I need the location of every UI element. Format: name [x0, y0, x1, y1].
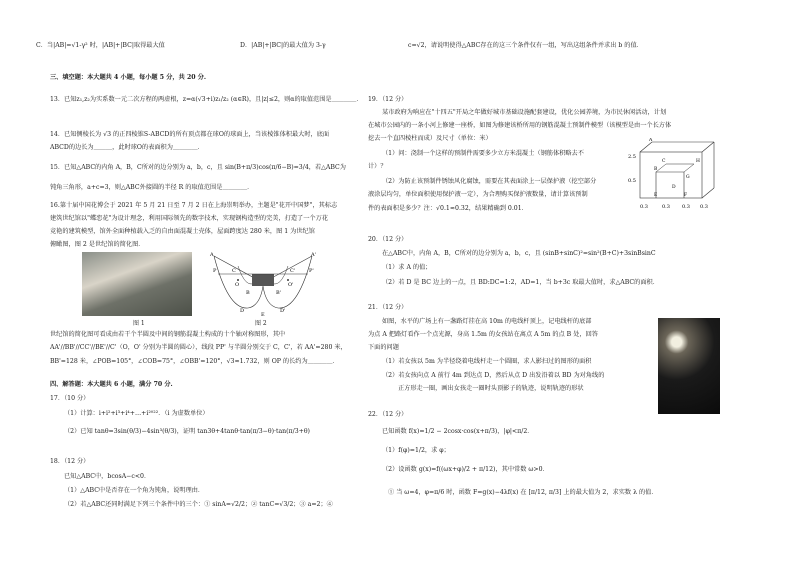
question-19-line1: 某市政府为响应在"十四五"开局之年做好城市基础设施配套建设，优化公园养境，为市民休闲活动，计划 [382, 109, 667, 116]
option-d: D．|AB|+|BC|的最大值为 3-γ [240, 42, 326, 49]
fig2-label: C' [290, 268, 296, 274]
vertex-label: D [672, 185, 676, 190]
question-21-part2: （2）若女孩向点 A 前行 4m 到达点 D，然后从点 D 出发沿着以 BD 为对角线的 [382, 372, 605, 379]
question-19-part1: （1）问：浇制一个这样的预制件需要多少立方米混凝土（钢筋体积略去不 [382, 150, 584, 157]
question-15-line1: 15．已知△ABC的内角 A，B，C所对的边分别为 a，b，c，且 sin(B+π/3)cos(π/6−B)=3/4，若△ABC为 [50, 164, 346, 171]
question-21-part2-cont: 正方形走一圈，画出女孩走一圈时头顶影子的轨迹，说明轨迹的形状 [398, 385, 584, 392]
question-16-line2: 建筑世纪馆以"蝶恋花"为设计理念，利用国际领先的数字技术，实现钢构造型的完美，打造了一个万花 [50, 215, 328, 222]
question-19-part2-note: 件的表面积是多少？注：√0.1≈0.32，结果精确到 0.01． [368, 205, 528, 212]
question-22-part2-sub1: ① 当 ω=4，φ=π/6 时，函数 F=g(x)−4λf(x) 在 [π/12, π/3] 上的最大值为 2，求实数 λ 的值． [388, 489, 658, 496]
dimension-label: 0.3 [700, 204, 708, 210]
fig2-label: D [240, 308, 245, 314]
section-fill-blank: 三、填空题：本大题共 4 小题，每小题 5 分，共 20 分. [50, 74, 207, 81]
question-22-part1: （1）f(φ)=1/2，求 φ； [382, 447, 450, 454]
question-22-part2: （2）设函数 g(x)=f((ωx+φ)/2 + π/12)，其中常数 ω>0． [382, 466, 549, 473]
question-21-line3: 下面的问题 [368, 344, 399, 351]
streetlight-night-photo [658, 318, 720, 414]
precast-block-diagram [626, 138, 718, 212]
question-19-part1-cont: 计）？ [368, 163, 387, 170]
question-14-line2: ABCD的边长为＿＿＿，此时球O的表面积为＿＿＿＿． [50, 144, 204, 151]
question-22-stem: 已知函数 f(x)=1/2 − 2cosx·cos(x+π/3)，|φ|<π/2． [382, 428, 534, 435]
question-15-line2: 钝角三角形，a+c=3，则△ABC外接圆的半径 R 的取值范围是＿＿＿＿． [50, 184, 254, 191]
question-18: 18．（12 分） [50, 458, 90, 465]
question-17-part2: （2）已知 tanθ=3sin(θ/3)−4sin³(θ/3)，证明 tan3θ+4tanθ·tan(π/3−θ)·tan(π/3+θ) [64, 428, 310, 435]
question-19: 19．（12 分） [368, 96, 408, 103]
question-13: 13．已知z₁,z₂为实系数一元二次方程的两虚根，z=α(√3+i)z₁/z₂ (α∈R)，且|z|≤2，则α的取值范围是＿＿＿＿． [50, 96, 363, 103]
question-17: 17．（10 分） [50, 395, 90, 402]
question-20-part2: （2）若 D 是 BC 边上的一点，且 BD:DC=1:2，AD=1，当 b+3c 取最大值时，求△ABC的面积． [382, 279, 659, 286]
vertex-label: B [654, 167, 658, 172]
question-18-part2: （2）若△ABC还同时满足下列三个条件中的三个：① sinA=√2/2；② tanC=√3/2；③ a=2；④ [64, 501, 333, 508]
expo-aerial-photo [82, 252, 192, 316]
vertex-label: E [654, 193, 658, 198]
question-20-part1: （1）求 A 的值； [382, 264, 432, 271]
question-16-line5: 世纪馆的简化图可看成由若干个半圆及中间的钢筋混凝土构成的十个轴对称图形，其中 [50, 331, 286, 338]
question-20: 20．（12 分） [368, 236, 408, 243]
question-16-line7: BB'=128 米，∠POB=105°，∠COB=75°，∠OBB'=120°，√3≈1.732，则 OP 的长约为＿＿＿＿． [50, 358, 339, 365]
question-16-line1: 16.第十届中国花博会于 2021 年 5 月 21 日至 7 月 2 日在上海崇明举办，主题是"花开中国梦"，其标志 [50, 202, 338, 209]
vertex-label: A [649, 138, 653, 143]
dimension-label: 2.5 [628, 154, 636, 160]
question-21-line2: 为点 A 把路灯看作一个点光源，身高 1.5m 的女孩站在离点 A 5m 的点 B 处，回答 [368, 331, 598, 338]
dimension-label: 0.3 [640, 204, 648, 210]
question-20-stem: 在△ABC中，内角 A，B，C所对的边分别为 a，b，c，且 (sinB+sinC)²=sin²(B+C)+3sinBsinC [382, 250, 656, 257]
fig2-label: E [261, 312, 265, 318]
question-16-line4: 俯瞰图，图 2 是世纪馆的简化图． [50, 241, 145, 248]
dimension-label: 0.5 [628, 178, 636, 184]
figure-2-caption: 图 2 [255, 320, 267, 327]
question-17-part1: （1）计算：i+i²+i³+i⁴+…+i²⁰²²．（i 为虚数单位） [64, 410, 209, 417]
fig2-label: O' [288, 282, 294, 288]
figure-2-diagram [208, 250, 318, 318]
vertex-label: C [662, 159, 666, 164]
vertex-label: G [686, 175, 690, 180]
question-18-continued: c=√2，请说明使得△ABC存在的这三个条件仅有一组，写出这组条件并求出 b 的值． [408, 42, 643, 49]
section-solve: 四、解答题：本大题共 6 小题，满分 70 分. [50, 381, 173, 388]
vertex-label: F [684, 193, 688, 198]
fig2-label: B' [276, 290, 282, 296]
question-18-part1: （1）△ABC中是否存在一个角为钝角，说明理由． [64, 487, 205, 494]
fig2-label: C [232, 268, 236, 274]
dimension-label: 0.3 [682, 204, 690, 210]
option-c: C．当|AB|=√1-γ² 时，|AB|+|BC|取得最大值 [36, 42, 165, 49]
fig2-label: A' [311, 252, 316, 258]
question-21-part1: （1）若女孩以 5m 为半径绕着电线杆走一个圆圈，求人影扫过的图形的面积 [382, 358, 592, 365]
fig2-label: B [246, 290, 250, 296]
fig2-label: D' [280, 308, 286, 314]
question-21: 21．（12 分） [368, 304, 408, 311]
question-22: 22．（12 分） [368, 411, 408, 418]
question-16-line6: AA'//BB'//CC'//BE'//C'（O，O' 分别为半圆的圆心），线段 PP' 与半圆分别交于 C，C'，若 AA'=280 米， [50, 344, 347, 351]
vertex-label: H [696, 159, 700, 164]
question-19-part2: （2）为防止该预制件锈蚀风化腐蚀，需要在其表面涂上一层保护液（挖空部分 [382, 178, 597, 185]
question-16-line3: 竞艳的建筑模型，馆外全面种植载入乏的自由面混凝土壳体，屋面跨度达 280 米，图 1 为世纪馆 [50, 228, 315, 235]
dimension-label: 0.3 [662, 204, 670, 210]
fig2-label: A [210, 252, 214, 258]
fig2-label: O [235, 282, 240, 288]
question-19-line3: 挖去一个直四棱柱而成）及尺寸（单位：米） [368, 135, 492, 142]
question-19-line2: 在城市公园内的一条小河上修建一座桥，如图为修建该桥所用的钢筋混凝土预制件模型（该模型是由一个长方体 [368, 122, 672, 129]
question-18-stem: 已知△ABC中，bcosA−c<0． [64, 473, 151, 480]
fig2-label: P' [309, 268, 314, 274]
figure-1-caption: 图 1 [133, 320, 145, 327]
question-21-line1: 如图，水平的广场上有一盏路灯挂在高 10m 的电线杆顶上，记电线杆的底部 [382, 318, 592, 325]
fig2-label: P [213, 268, 217, 274]
question-14-line1: 14．已知侧棱长为 √3 的正四棱锥S-ABCD的所有顶点都在球O的球面上，当该棱锥体积最大时，底面 [50, 131, 330, 138]
question-19-part2-cont: 液涂层均匀，单位面积使用保护液一定），为合理购买保护液数量，请计算该预制 [368, 191, 588, 198]
